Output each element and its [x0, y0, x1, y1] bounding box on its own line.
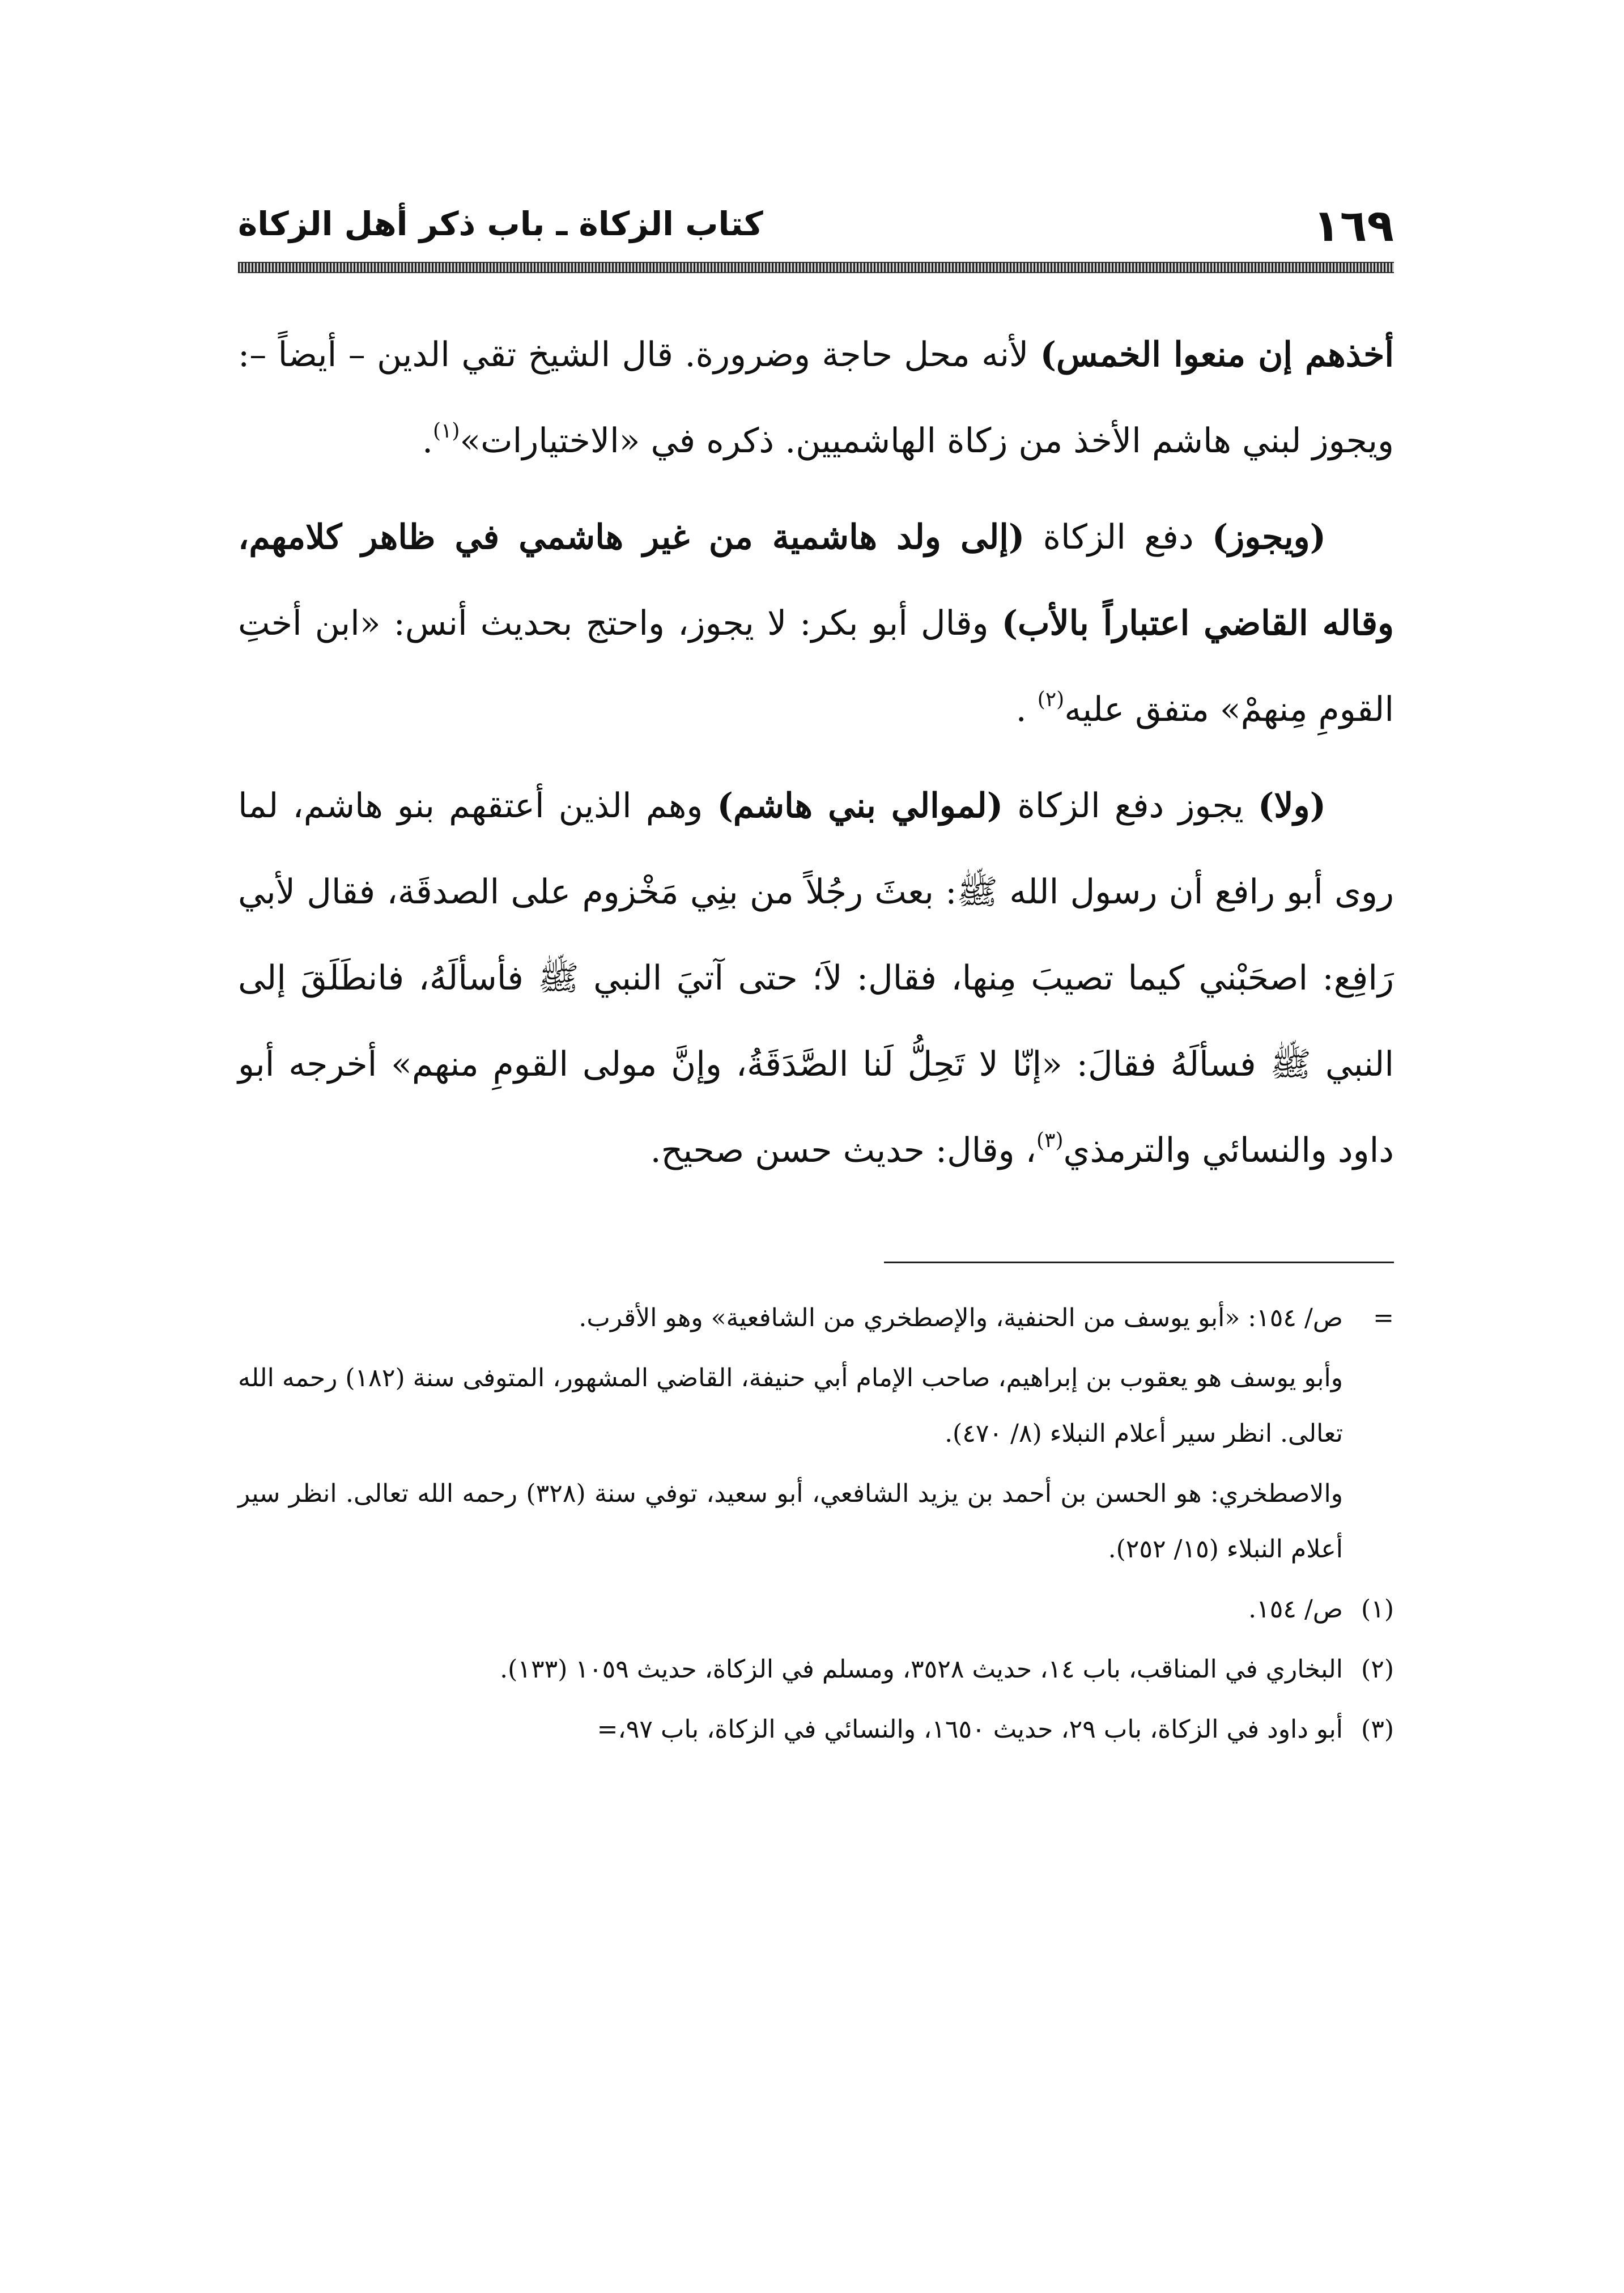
main-text: [238, 312, 1394, 1194]
footnote-continued: [238, 1290, 1394, 1346]
footnote-2: [238, 1642, 1394, 1697]
footnote-ref-1: (١): [433, 419, 460, 443]
text-run: .: [1015, 690, 1038, 729]
text-run: دفع الزكاة: [1024, 517, 1212, 557]
footnote-mark: (٣): [1361, 1715, 1394, 1744]
paragraph-2: [238, 494, 1394, 753]
page-number: ١٦٩: [1313, 201, 1394, 252]
footnote-mark: (٢): [1361, 1655, 1394, 1684]
footnote-continued: [238, 1466, 1394, 1577]
bold-phrase: (ولا): [1258, 786, 1327, 826]
footnotes: [238, 1290, 1394, 1757]
continuation-mark: =: [1373, 1303, 1394, 1332]
running-header: [238, 187, 1394, 272]
chapter-title: كتاب الزكاة ـ باب ذكر أهل الزكاة: [238, 205, 763, 243]
footnote-text: ص/ ١٥٤.: [1248, 1595, 1343, 1624]
footnote-separator: [884, 1262, 1394, 1263]
text-run: .: [422, 421, 433, 461]
footnote-text: البخاري في المناقب، باب ١٤، حديث ٣٥٢٨، ومسلم في الزكاة، حديث ١٠٥٩ (١٣٣).: [500, 1655, 1343, 1684]
footnote-text: والاصطخري: هو الحسن بن أحمد بن يزيد الشافعي، أبو سعيد، توفي سنة (٣٢٨) رحمه الله تعالى. انظر سير أعلام النبلاء (١٥/ ٢٥٢).: [238, 1479, 1343, 1564]
footnote-continued: [238, 1351, 1394, 1462]
paragraph-1: [238, 312, 1394, 484]
footnote-3: [238, 1702, 1394, 1757]
header-rule: [238, 262, 1394, 273]
bold-phrase: أخذهم إن منعوا الخمس): [1040, 335, 1394, 375]
paragraph-3: [238, 763, 1394, 1194]
text-run: وهم الذين أعتقهم بنو هاشم، لما روى أبو رافع أن رسول الله ﷺ: بعثَ رجُلاً من بنِي مَخْزوم على الصدقَة، فقال لأبي رَافِع: اصحَبْني كيما تصيبَ مِنها، فقال: لاَ؛ حتى آتيَ النبي ﷺ فأسألَهُ، فانطَلَقَ إلى النبي ﷺ فسألَهُ فقالَ: «إنّا لا تَحِلُّ لَنا الصَّدَقَةُ، وإنَّ مولى القومِ منهم» أخرجه أبو داود والنسائي والترمذي: [238, 786, 1394, 1170]
footnote-ref-3: (٣): [1036, 1129, 1064, 1152]
footnote-mark: (١): [1361, 1595, 1394, 1624]
text-run: وقال أبو بكر: لا يجوز، واحتج بحديث أنس: «ابن أختِ القومِ مِنهمْ» متفق عليه: [238, 604, 1394, 729]
bold-phrase: (ويجوز): [1211, 517, 1327, 557]
footnote-text: أبو داود في الزكاة، باب ٢٩، حديث ١٦٥٠، والنسائي في الزكاة، باب ٩٧،=: [597, 1715, 1343, 1744]
text-run: لأنه محل حاجة وضرورة. قال الشيخ تقي الدين – أيضاً –: ويجوز لبني هاشم الأخذ من زكاة الهاشميين. ذكره في «الاختيارات»: [238, 335, 1394, 461]
text-run: يجوز دفع الزكاة: [1003, 786, 1259, 826]
footnote-text: ص/ ١٥٤: «أبو يوسف من الحنفية، والإصطخري من الشافعية» وهو الأقرب.: [579, 1303, 1343, 1332]
bold-phrase: (إلى ولد هاشمية من غير هاشمي في ظاهر كلامهم، وقاله القاضي اعتباراً بالأب): [238, 517, 1394, 643]
footnote-ref-2: (٢): [1037, 688, 1065, 711]
footnote-1: [238, 1582, 1394, 1637]
footnote-text: وأبو يوسف هو يعقوب بن إبراهيم، صاحب الإمام أبي حنيفة، القاضي المشهور، المتوفى سنة (١٨٢) رحمه الله تعالى. انظر سير أعلام النبلاء (٨/ ٤٧٠).: [238, 1364, 1344, 1448]
book-page: [238, 187, 1394, 1762]
text-run: ، وقال: حديث حسن صحيح.: [650, 1131, 1037, 1170]
bold-phrase: (لموالي بني هاشم): [717, 786, 1004, 826]
